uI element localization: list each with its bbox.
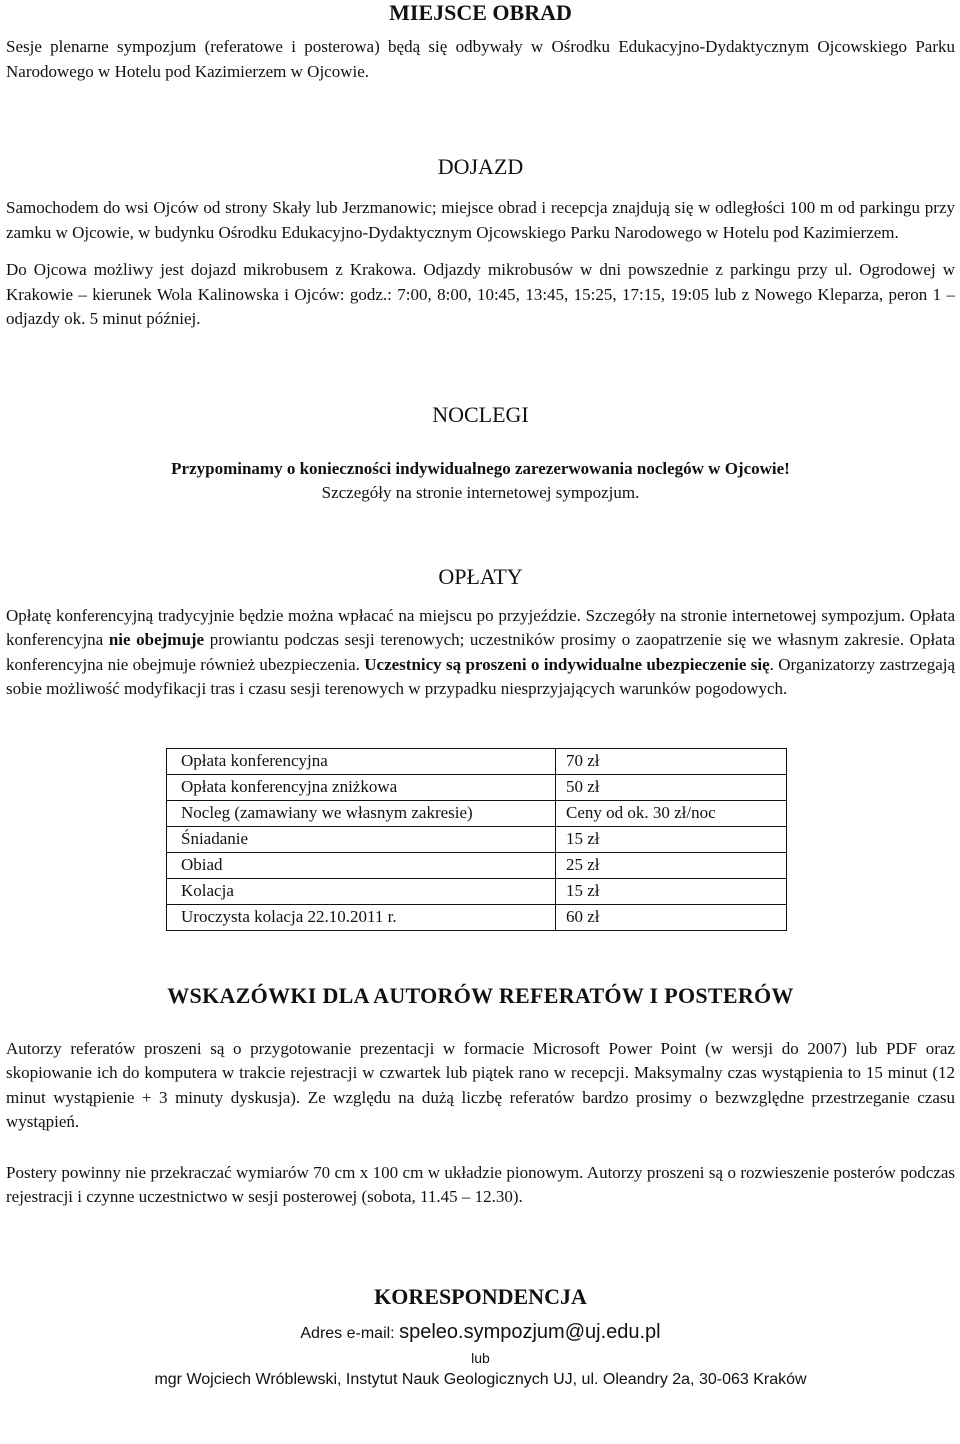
fee-row xyxy=(167,774,787,800)
fees-text-1: Opłatę konferencyjną tradycyjnie będzie można wpłacać na miejscu po przyjeździe. Szczegóły na stronie internetowej sympozjum. Opłata konferencyjna xyxy=(6,605,955,649)
fee-item: Opłata konferencyjna zniżkowa xyxy=(167,774,556,800)
or-separator: lub xyxy=(471,1350,490,1366)
fees-text-3: . Organizatorzy zastrzegają sobie możliwość modyfikacji tras i czasu sesji terenowych w przypadku niesprzyjających warunków pogodowych. xyxy=(6,654,956,698)
authors-paragraph-posters: Postery powinny nie przekraczać wymiarów 70 cm x 100 cm w układzie pionowym. Autorzy proszeni są o rozwieszenie posterów podczas rejestracji i czynne uczestnictwo w sesji posterowej (sobota, 11.45 – 12.30). xyxy=(6,1162,955,1206)
fee-price: 15 zł xyxy=(556,826,787,852)
fees-text-bold-1: nie obejmuje xyxy=(108,630,205,649)
lodging-details: Szczegóły na stronie internetowej sympozjum. xyxy=(321,483,640,502)
email-label: Adres e-mail: xyxy=(300,1324,400,1342)
fees-text-2: prowiantu podczas sesji terenowych; uczestników prosimy o zaopatrzenie się we własnym zakresie. Opłata konferencyjna nie obejmuje również ubezpieczenia. xyxy=(6,630,955,674)
fee-price: Ceny od ok. 30 zł/noc xyxy=(556,800,787,826)
section-title-fees: OPŁATY xyxy=(438,563,523,589)
fee-price: 70 zł xyxy=(556,748,787,774)
section-title-access: DOJAZD xyxy=(437,154,524,179)
fees-text-bold-2: Uczestnicy są proszeni o indywidualne ubezpieczenie się xyxy=(364,654,770,674)
fee-row xyxy=(167,852,787,878)
fee-row xyxy=(167,748,787,774)
section-title-lodging: NOCLEGI xyxy=(432,401,529,427)
fee-row xyxy=(167,826,787,852)
fee-item: Śniadanie xyxy=(167,826,556,852)
fee-row xyxy=(167,904,787,930)
fee-item: Uroczysta kolacja 22.10.2011 r. xyxy=(167,904,556,930)
fee-item: Obiad xyxy=(167,852,556,878)
access-paragraph-car: Samochodem do wsi Ojców od strony Skały lub Jerzmanowic; miejsce obrad i recepcja znajdują się w odległości 100 m od parkingu przy zamku w Ojcowie, w budynku Ośrodku Edukacyjno-Dydaktycznym Ojcowskiego Parku Narodowego w Hotelu pod Kazimierzem. xyxy=(6,198,955,242)
fee-row xyxy=(167,800,787,826)
section-title-correspondence: KORESPONDENCJA xyxy=(374,1283,587,1309)
postal-address: mgr Wojciech Wróblewski, Instytut Nauk Geologicznych UJ, ul. Oleandry 2a, 30-063 Kraków xyxy=(154,1371,807,1388)
fee-price: 25 zł xyxy=(556,852,787,878)
lodging-reminder: Przypominamy o konieczności indywidualnego zarezerwowania noclegów w Ojcowie! xyxy=(171,458,790,478)
fee-row xyxy=(167,878,787,904)
section-title-place: MIEJSCE OBRAD xyxy=(389,0,572,25)
fee-item: Opłata konferencyjna xyxy=(167,748,556,774)
fee-price: 50 zł xyxy=(556,774,787,800)
fee-price: 60 zł xyxy=(556,904,787,930)
fee-item: Kolacja xyxy=(167,878,556,904)
document-page xyxy=(6,0,955,1392)
place-paragraph: Sesje plenarne sympozjum (referatowe i posterowa) będą się odbywały w Ośrodku Edukacyjno-Dydaktycznym Ojcowskiego Parku Narodowego w Hotelu pod Kazimierzem w Ojcowie. xyxy=(6,37,955,81)
authors-paragraph-talks: Autorzy referatów proszeni są o przygotowanie prezentacji w formacie Microsoft Power Point (w wersji do 2007) lub PDF oraz skopiowanie ich do komputera w trakcie rejestracji w czwartek lub piątek rano w recepcji. Maksymalny czas wystąpienia to 15 minut (12 minut wystąpienie + 3 minuty dyskusja). Ze względu na dużą liczbę referatów bardzo prosimy o bezwzględne przestrzeganie czasu wystąpień. xyxy=(6,1038,955,1131)
email-link[interactable]: speleo.sympozjum@uj.edu.pl xyxy=(399,1320,661,1343)
section-title-authors: WSKAZÓWKI DLA AUTORÓW REFERATÓW I POSTERÓW xyxy=(167,982,794,1008)
fee-item: Nocleg (zamawiany we własnym zakresie) xyxy=(167,800,556,826)
fees-paragraph xyxy=(6,604,955,702)
access-paragraph-bus: Do Ojcowa możliwy jest dojazd mikrobusem z Krakowa. Odjazdy mikrobusów w dni powszednie z parkingu przy ul. Ogrodowej w Krakowie – kierunek Wola Kalinowska i Ojców: godz.: 7:00, 8:00, 10:45, 13:45, 15:25, 17:15, 19:05 lub z Nowego Kleparza, peron 1 – odjazdy ok. 5 minut później. xyxy=(6,260,955,328)
fees-table xyxy=(166,748,787,931)
email-line xyxy=(6,1320,955,1347)
fee-price: 15 zł xyxy=(556,878,787,904)
